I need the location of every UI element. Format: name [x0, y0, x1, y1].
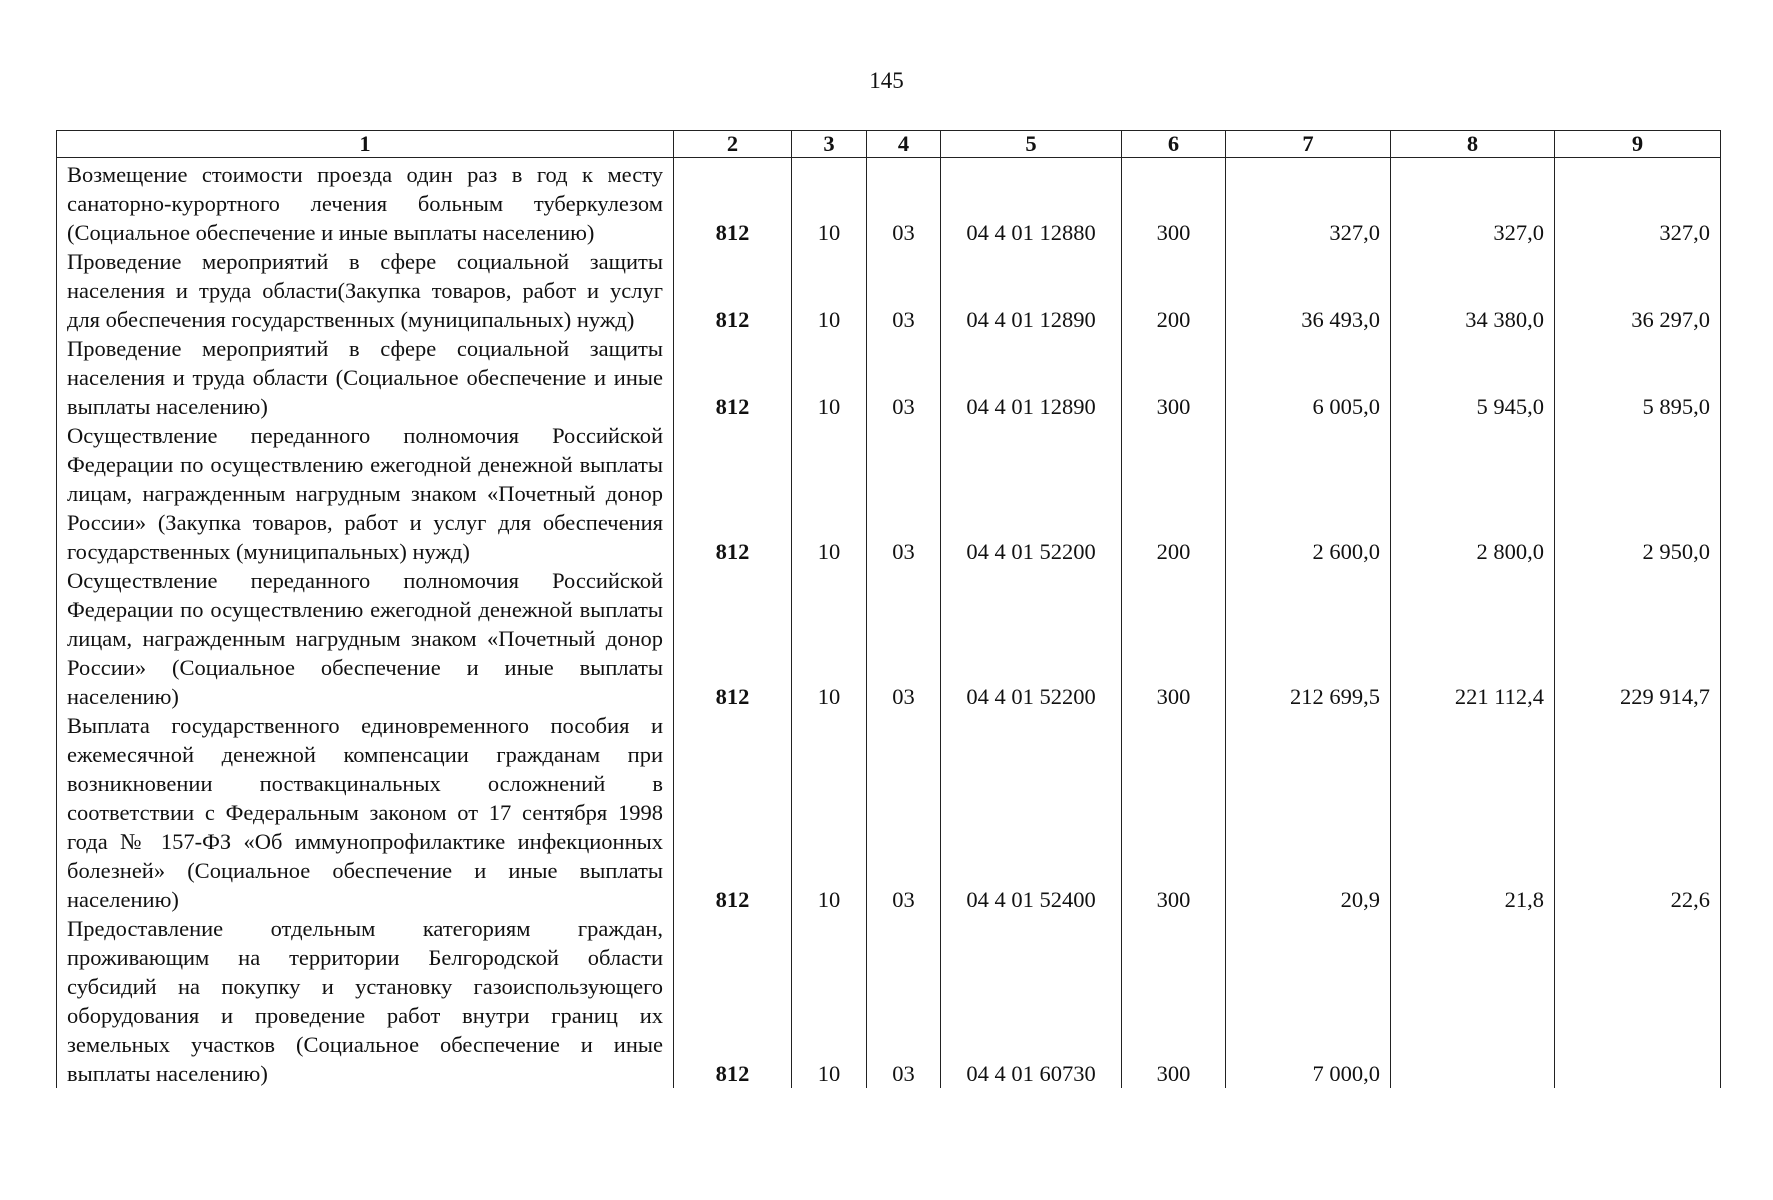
amount-col-9: 327,0 [1555, 158, 1721, 248]
expense-name: Осуществление переданного полномочия Российской Федерации по осуществлению ежегодной денежной выплаты лицам, награжденным нагрудным знаком «Почетный донор России» (Социальное обеспечение и иные выплаты населению) [57, 566, 674, 711]
header-cell-8: 8 [1391, 131, 1555, 158]
header-cell-7: 7 [1226, 131, 1391, 158]
amount-col-8: 5 945,0 [1391, 334, 1555, 421]
subsection-code: 03 [867, 158, 941, 248]
header-cell-5: 5 [941, 131, 1122, 158]
section-code: 10 [792, 158, 867, 248]
ministry-code: 812 [674, 914, 792, 1088]
amount-col-8: 21,8 [1391, 711, 1555, 914]
budget-table [56, 130, 1721, 1088]
table-row [57, 421, 1721, 566]
amount-col-9: 5 895,0 [1555, 334, 1721, 421]
amount-col-8: 221 112,4 [1391, 566, 1555, 711]
ministry-code: 812 [674, 334, 792, 421]
amount-col-7: 327,0 [1226, 158, 1391, 248]
ministry-code: 812 [674, 247, 792, 334]
amount-col-9 [1555, 914, 1721, 1088]
target-article: 04 4 01 12890 [941, 334, 1122, 421]
expense-type: 300 [1122, 334, 1226, 421]
expense-name: Проведение мероприятий в сфере социальной защиты населения и труда области (Социальное обеспечение и иные выплаты населению) [57, 334, 674, 421]
section-code: 10 [792, 247, 867, 334]
amount-col-7: 36 493,0 [1226, 247, 1391, 334]
amount-col-7: 7 000,0 [1226, 914, 1391, 1088]
expense-name: Проведение мероприятий в сфере социальной защиты населения и труда области(Закупка товаров, работ и услуг для обеспечения государственных (муниципальных) нужд) [57, 247, 674, 334]
ministry-code: 812 [674, 711, 792, 914]
table-row [57, 158, 1721, 248]
page-number: 145 [869, 68, 904, 93]
target-article: 04 4 01 52200 [941, 421, 1122, 566]
target-article: 04 4 01 52400 [941, 711, 1122, 914]
ministry-code: 812 [674, 158, 792, 248]
section-code: 10 [792, 421, 867, 566]
header-cell-9: 9 [1555, 131, 1721, 158]
amount-col-9: 22,6 [1555, 711, 1721, 914]
target-article: 04 4 01 12880 [941, 158, 1122, 248]
amount-col-9: 229 914,7 [1555, 566, 1721, 711]
subsection-code: 03 [867, 914, 941, 1088]
expense-type: 300 [1122, 158, 1226, 248]
table-header-row [57, 131, 1721, 158]
subsection-code: 03 [867, 711, 941, 914]
expense-name: Возмещение стоимости проезда один раз в год к месту санаторно-курортного лечения больным туберкулезом (Социальное обеспечение и иные выплаты населению) [57, 158, 674, 248]
header-cell-2: 2 [674, 131, 792, 158]
header-cell-3: 3 [792, 131, 867, 158]
target-article: 04 4 01 12890 [941, 247, 1122, 334]
expense-type: 200 [1122, 421, 1226, 566]
amount-col-8: 327,0 [1391, 158, 1555, 248]
section-code: 10 [792, 711, 867, 914]
amount-col-9: 36 297,0 [1555, 247, 1721, 334]
expense-type: 300 [1122, 914, 1226, 1088]
expense-name: Осуществление переданного полномочия Российской Федерации по осуществлению ежегодной денежной выплаты лицам, награжденным нагрудным знаком «Почетный донор России» (Закупка товаров, работ и услуг для обеспечения государственных (муниципальных) нужд) [57, 421, 674, 566]
ministry-code: 812 [674, 421, 792, 566]
header-cell-6: 6 [1122, 131, 1226, 158]
amount-col-9: 2 950,0 [1555, 421, 1721, 566]
expense-type: 300 [1122, 711, 1226, 914]
header-cell-4: 4 [867, 131, 941, 158]
expense-type: 300 [1122, 566, 1226, 711]
section-code: 10 [792, 566, 867, 711]
target-article: 04 4 01 60730 [941, 914, 1122, 1088]
target-article: 04 4 01 52200 [941, 566, 1122, 711]
table-row [57, 334, 1721, 421]
subsection-code: 03 [867, 421, 941, 566]
table-row [57, 247, 1721, 334]
subsection-code: 03 [867, 247, 941, 334]
section-code: 10 [792, 334, 867, 421]
table-row [57, 711, 1721, 914]
table-row [57, 566, 1721, 711]
expense-type: 200 [1122, 247, 1226, 334]
section-code: 10 [792, 914, 867, 1088]
amount-col-8 [1391, 914, 1555, 1088]
ministry-code: 812 [674, 566, 792, 711]
amount-col-7: 20,9 [1226, 711, 1391, 914]
header-cell-1: 1 [57, 131, 674, 158]
amount-col-7: 212 699,5 [1226, 566, 1391, 711]
subsection-code: 03 [867, 566, 941, 711]
subsection-code: 03 [867, 334, 941, 421]
amount-col-7: 2 600,0 [1226, 421, 1391, 566]
amount-col-8: 2 800,0 [1391, 421, 1555, 566]
amount-col-8: 34 380,0 [1391, 247, 1555, 334]
expense-name: Выплата государственного единовременного пособия и ежемесячной денежной компенсации гражданам при возникновении поствакцинальных осложнений в соответствии с Федеральным законом от 17 сентября 1998 года № 157-ФЗ «Об иммунопрофилактике инфекционных болезней» (Социальное обеспечение и иные выплаты населению) [57, 711, 674, 914]
table-row [57, 914, 1721, 1088]
amount-col-7: 6 005,0 [1226, 334, 1391, 421]
expense-name: Предоставление отдельным категориям граждан, проживающим на территории Белгородской области субсидий на покупку и установку газоиспользующего оборудования и проведение работ внутри границ их земельных участков (Социальное обеспечение и иные выплаты населению) [57, 914, 674, 1088]
